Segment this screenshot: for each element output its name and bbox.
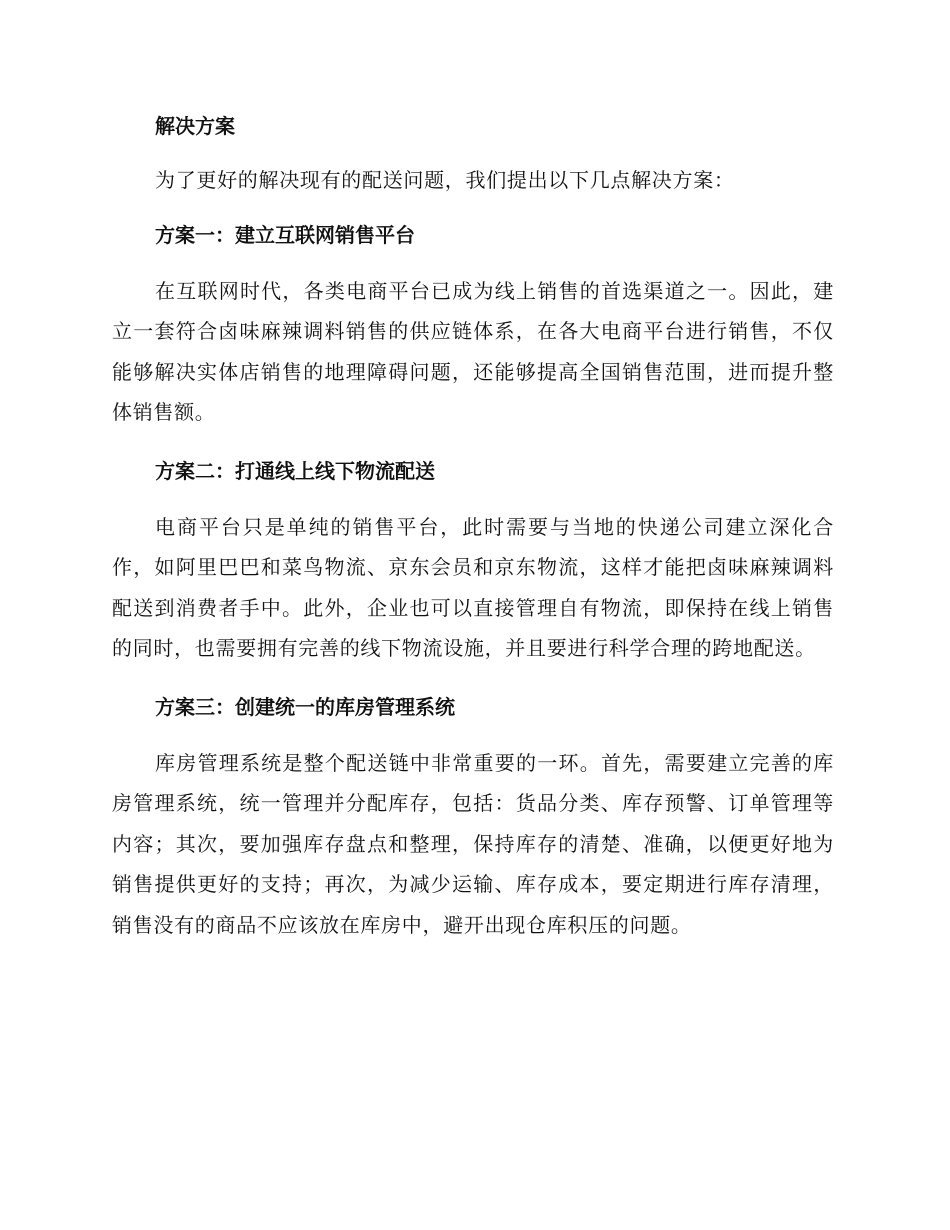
section-heading-1: 方案一：建立互联网销售平台 bbox=[155, 222, 415, 247]
intro-paragraph: 为了更好的解决现有的配送问题，我们提出以下几点解决方案： bbox=[155, 168, 735, 192]
document-page bbox=[112, 106, 834, 945]
section-body-3: 库房管理系统是整个配送链中非常重要的一环。首先，需要建立完善的库房管理系统，统一管理并分配库存，包括：货品分类、库存预警、订单管理等内容；其次，要加强库存盘点和整理，保持库存的清楚、准确，以便更好地为销售提供更好的支持；再次，为减少运输、库存成本，要定期进行库存清理，销售没有的商品不应该放在库房中，避开出现仓库积压的问题。 bbox=[112, 750, 834, 937]
spacer bbox=[112, 255, 834, 271]
spacer bbox=[112, 201, 834, 215]
spacer bbox=[112, 669, 834, 687]
section-body-1: 在互联网时代，各类电商平台已成为线上销售的首选渠道之一。因此，建立一套符合卤味麻辣调料销售的供应链体系，在各大电商平台进行销售，不仅能够解决实体店销售的地理障碍问题，还能够提高全国销售范围，进而提升整体销售额。 bbox=[112, 278, 834, 424]
section-heading-3: 方案三：创建统一的库房管理系统 bbox=[155, 694, 455, 719]
spacer bbox=[112, 433, 834, 451]
spacer bbox=[112, 146, 834, 160]
section-heading-2: 方案二：打通线上线下物流配送 bbox=[155, 458, 435, 483]
section-body-2: 电商平台只是单纯的销售平台，此时需要与当地的快递公司建立深化合作，如阿里巴巴和菜鸟物流、京东会员和京东物流，这样才能把卤味麻辣调料配送到消费者手中。此外，企业也可以直接管理自有物流，即保持在线上销售的同时，也需要拥有完善的线下物流设施，并且要进行科学合理的跨地配送。 bbox=[112, 514, 834, 660]
spacer bbox=[112, 491, 834, 507]
document-title: 解决方案 bbox=[155, 114, 235, 138]
spacer bbox=[112, 727, 834, 743]
